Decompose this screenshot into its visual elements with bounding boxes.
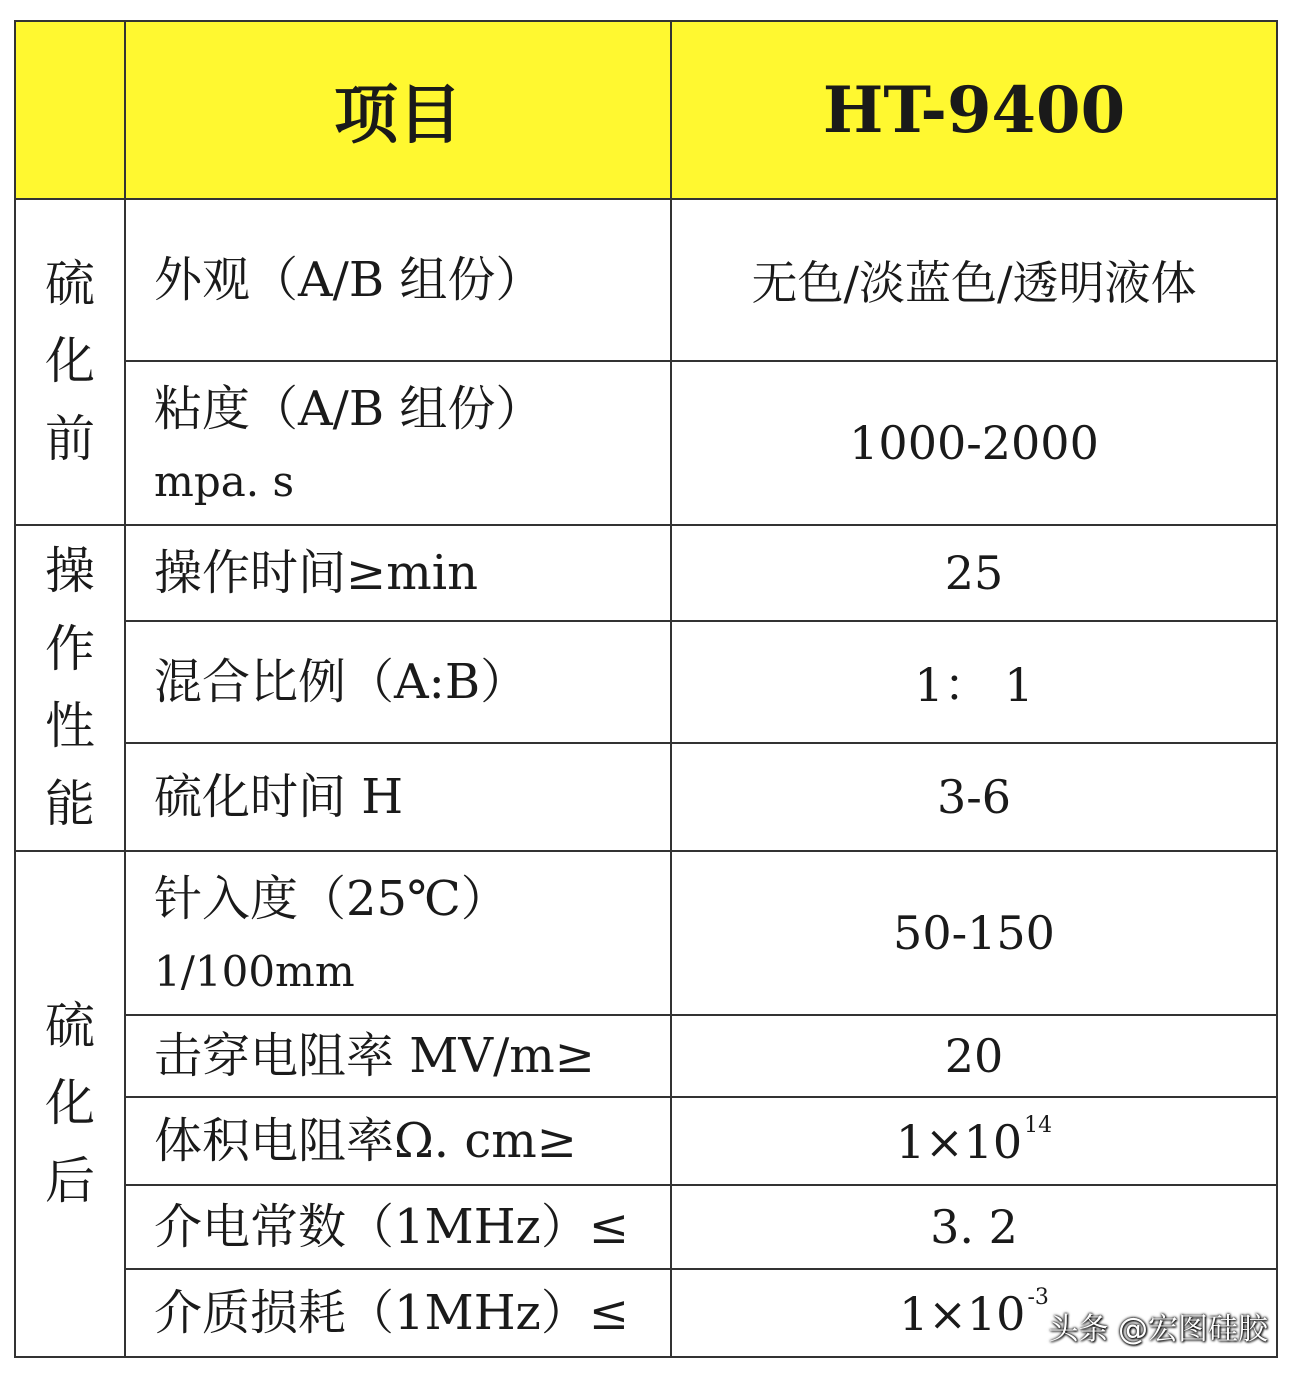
item-cell: 击穿电阻率 MV/m≥	[125, 1015, 671, 1097]
item-cell: 操作时间≥min	[125, 525, 671, 621]
item-cell: 体积电阻率Ω. cm≥	[125, 1097, 671, 1185]
header-blank-cell	[15, 21, 125, 199]
spec-table	[14, 20, 1278, 1358]
header-row	[15, 21, 1277, 199]
item-cell: 介电常数（1MHz）≤	[125, 1185, 671, 1269]
table-row	[15, 621, 1277, 743]
item-cell: 粘度（A/B 组份） mpa. s	[125, 361, 671, 525]
value-cell: 无色/淡蓝色/透明液体	[671, 199, 1277, 361]
value-cell: $1\times 10^{-3}$	[671, 1269, 1277, 1357]
item-cell: 硫化时间 H	[125, 743, 671, 851]
table-row	[15, 361, 1277, 525]
table-row	[15, 1097, 1277, 1185]
value-cell: 25	[671, 525, 1277, 621]
value-cell: 20	[671, 1015, 1277, 1097]
value-cell: 3. 2	[671, 1185, 1277, 1269]
table-row	[15, 851, 1277, 1015]
table-row	[15, 743, 1277, 851]
header-product-cell: HT-9400	[671, 21, 1277, 199]
table-row	[15, 199, 1277, 361]
value-cell: $1\times 10^{14}$	[671, 1097, 1277, 1185]
table-row	[15, 1185, 1277, 1269]
item-cell: 介质损耗（1MHz）≤	[125, 1269, 671, 1357]
group-label-operability: 操 作 性 能	[15, 525, 125, 851]
table-row	[15, 525, 1277, 621]
value-cell: 50-150	[671, 851, 1277, 1015]
table-row	[15, 1015, 1277, 1097]
group-label-after-cure: 硫 化 后	[15, 851, 125, 1357]
group-label-before-cure: 硫 化 前	[15, 199, 125, 525]
watermark: 头条 @宏图硅胶	[1048, 1312, 1268, 1347]
exponent: -3	[1027, 1285, 1049, 1310]
item-cell: 混合比例（A:B）	[125, 621, 671, 743]
value-cell: 1： 1	[671, 621, 1277, 743]
item-cell: 针入度（25℃） 1/100mm	[125, 851, 671, 1015]
exponent: 14	[1024, 1113, 1053, 1138]
header-item-cell: 项目	[125, 21, 671, 199]
value-cell: 3-6	[671, 743, 1277, 851]
item-cell: 外观（A/B 组份）	[125, 199, 671, 361]
value-cell: 1000-2000	[671, 361, 1277, 525]
